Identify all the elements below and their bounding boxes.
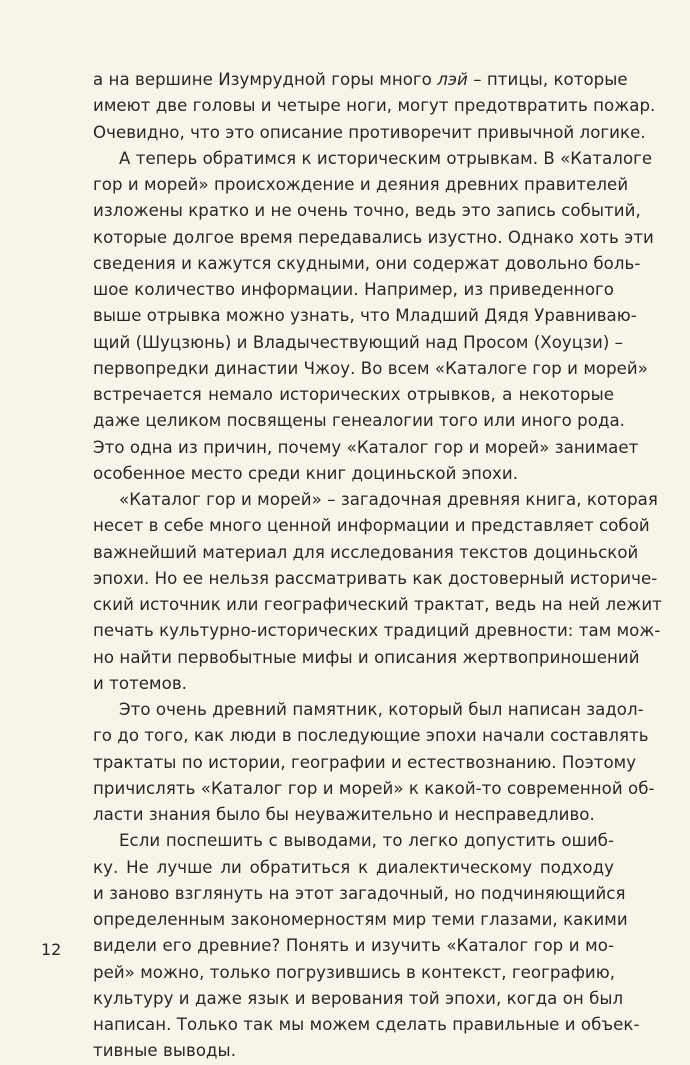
text-line-segment: – птицы, которые — [467, 70, 628, 89]
text-line: даже целиком посвящены генеалогии того или иного рода. — [93, 411, 626, 431]
body-text — [93, 67, 662, 1065]
text-line: первопредки династии Чжоу. Во всем «Каталоге гор и морей» — [93, 358, 648, 378]
text-line: трактаты по истории, географии и естествознанию. Поэтому — [93, 752, 637, 772]
text-line: имеют две головы и четыре ноги, могут предотвратить пожар. — [93, 96, 656, 116]
text-line: сведения и кажутся скудными, они содержат довольно боль- — [93, 253, 641, 273]
text-line: А теперь обратимся к историческим отрывкам. В «Каталоге — [119, 148, 653, 168]
text-line: особенное место среди книг доциньской эпохи. — [93, 463, 519, 483]
text-line: печать культурно-исторических традиций древности: там мож- — [93, 621, 661, 641]
text-line: ский источник или географический трактат, ведь на ней лежит — [93, 595, 662, 614]
text-line: ласти знания было бы неуважительно и несправедливо. — [93, 805, 595, 824]
text-line-segment: а на вершине Изумрудной горы много — [93, 70, 438, 89]
text-line: встречается немало исторических отрывков, а некоторые — [93, 385, 614, 404]
text-line: шое количество информации. Например, из приведенного — [93, 280, 614, 299]
text-line: гор и морей» происхождение и деяния древних правителей — [93, 175, 629, 194]
text-line: но найти первобытные мифы и описания жертвоприношений — [93, 647, 640, 667]
text-line: определенным закономерностям мир теми глазами, какими — [93, 910, 628, 929]
text-line: и тотемов. — [93, 673, 187, 693]
text-line: эпохи. Но ее нельзя рассматривать как достоверный историче- — [93, 568, 658, 588]
text-line: Если поспешить с выводами, то легко допустить ошиб- — [119, 831, 614, 851]
text-line: щий (Шуцзюнь) и Владычествующий над Просом (Хоуцзи) – — [93, 332, 624, 352]
text-line: и заново взглянуть на этот загадочный, но подчиняющийся — [93, 883, 626, 903]
text-line: видели его древние? Понять и изучить «Каталог гор и мо- — [93, 936, 614, 956]
text-line: го до того, как люди в последующие эпохи начали составлять — [93, 726, 649, 746]
text-line: выше отрывка можно узнать, что Младший Дядя Уравниваю- — [93, 306, 637, 326]
text-line: несет в себе много ценной информации и представляет собой — [93, 516, 650, 536]
text-line: ку. Не лучше ли обратиться к диалектическому подходу — [93, 857, 614, 877]
text-line: которые долгое время передавались изустно. Однако хоть эти — [93, 227, 654, 247]
text-line: Очевидно, что это описание противоречит привычной логике. — [93, 122, 646, 142]
text-line: тивные выводы. — [93, 1041, 237, 1061]
text-line: Это очень древний памятник, который был написан задол- — [119, 700, 644, 719]
text-line: написан. Только так мы можем сделать правильные и объек- — [93, 1015, 640, 1034]
text-line: причислять «Каталог гор и морей» к какой-то современной об- — [93, 778, 655, 798]
text-line: изложены кратко и не очень точно, ведь это запись событий, — [93, 201, 641, 221]
text-line: «Каталог гор и морей» – загадочная древняя книга, которая — [119, 490, 658, 509]
text-line: рей» можно, только погрузившись в контекст, географию, — [93, 962, 616, 982]
text-line — [93, 67, 628, 93]
text-line: культуру и даже язык и верования той эпохи, когда он был — [93, 988, 624, 1008]
text-line: Это одна из причин, почему «Каталог гор и морей» занимает — [93, 437, 639, 457]
page-number: 12 — [41, 940, 62, 959]
text-line: важнейший материал для исследования текстов доциньской — [93, 542, 639, 562]
italic-term: лэй — [437, 70, 468, 89]
